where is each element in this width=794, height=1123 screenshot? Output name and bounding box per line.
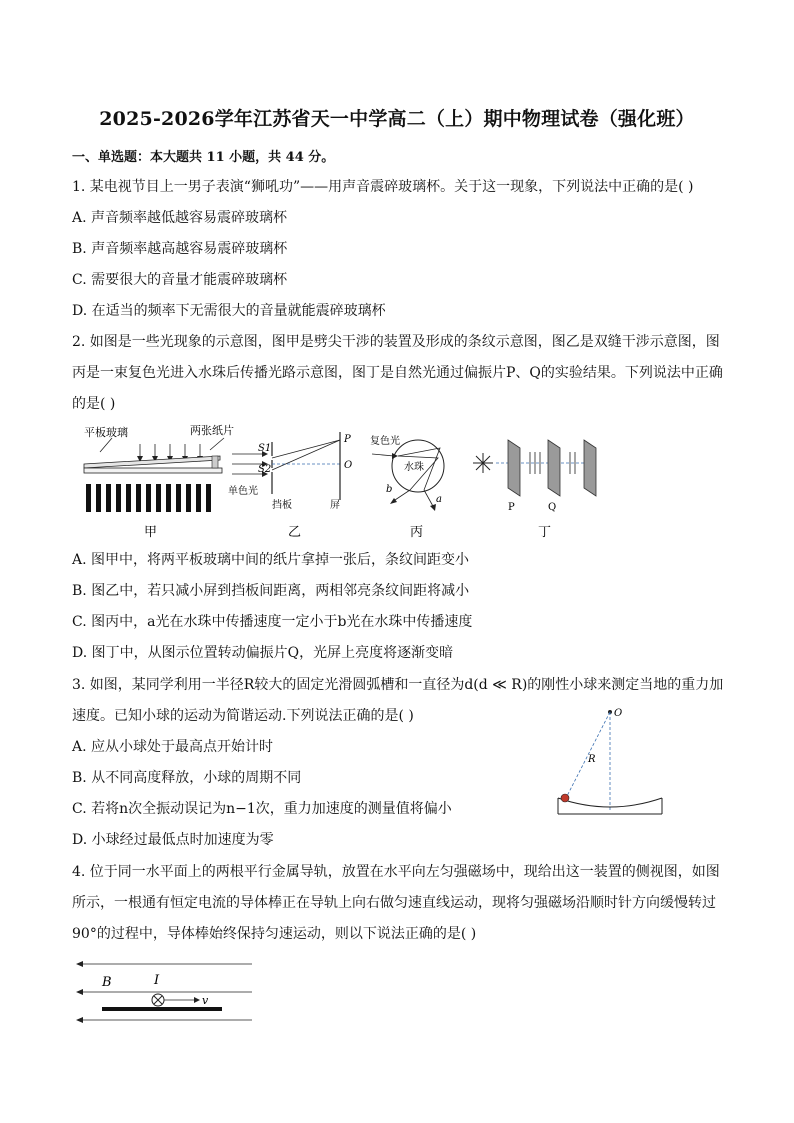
q2-stem-line2: 丙是一束复色光进入水珠后传播光路示意图，图丁是自然光通过偏振片P、Q的实验结果。下列说法中正确 [72,365,723,381]
q4-figure [72,954,256,1026]
q1-option-c: C. 需要很大的音量才能震碎玻璃杯 [72,272,288,288]
bing-caption: 丙 [410,525,424,540]
q2-stem-line3: 的是( ) [72,396,116,412]
q2-option-d: D. 图丁中，从图示位置转动偏振片Q，光屏上亮度将逐渐变暗 [72,645,454,661]
jia-label-paper: 两张纸片 [190,424,234,437]
figure-ding [473,440,596,540]
q3-figure [548,700,672,820]
ding-caption: 丁 [538,525,552,540]
q2-figure [72,418,612,546]
q3-option-a: A. 应从小球处于最高点开始计时 [72,739,274,755]
figure-jia [84,423,234,540]
q3-option-b: B. 从不同高度释放，小球的周期不同 [72,770,302,786]
figure-bing [370,434,444,540]
q1-option-b: B. 声音频率越高越容易震碎玻璃杯 [72,241,288,257]
natural-light-icon [473,453,493,473]
bing-light-label: 复色光 [370,436,400,447]
jia-caption: 甲 [144,525,158,540]
jia-fringes [86,484,211,512]
q3-r-label: R [588,754,596,765]
figure-yi [228,432,352,540]
bing-b: b [386,484,393,495]
ding-p: P [508,502,515,513]
q4-b-label: B [102,975,112,990]
q2-stem-line1: 2. 如图是一些光现象的示意图，图甲是劈尖干涉的装置及形成的条纹示意图，图乙是双缝干涉示意图，图 [72,334,720,350]
q4-stem-line1: 4. 位于同一水平面上的两根平行金属导轨，放置在水平向左匀强磁场中，现给出这一装置的侧视图，如图 [72,864,720,880]
q2-option-c: C. 图丙中，a光在水珠中传播速度一定小于b光在水珠中传播速度 [72,614,473,630]
q1-option-d: D. 在适当的频率下无需很大的音量就能震碎玻璃杯 [72,303,386,319]
section-heading: 一、单选题：本大题共 11 小题，共 44 分。 [72,150,335,165]
bing-a: a [436,494,442,505]
ball [561,794,569,802]
yi-s2: S2 [258,464,272,475]
q2-option-b: B. 图乙中，若只减小屏到挡板间距离，两相邻亮条纹间距将减小 [72,583,470,599]
bing-drop-label: 水珠 [404,462,424,473]
q3-o-label: O [614,708,623,719]
q3-stem-line2: 速度。已知小球的运动为简谐运动.下列说法正确的是( ) [72,708,414,724]
q1-stem: 1. 某电视节目上一男子表演“狮吼功”——用声音震碎玻璃杯。关于这一现象，下列说法中正确的是( ) [72,179,694,195]
page-title: 2025-2026学年江苏省天一中学高二（上）期中物理试卷（强化班） [99,108,695,130]
q3-option-c: C. 若将n次全振动误记为n−1次，重力加速度的测量值将偏小 [72,801,452,817]
yi-p: P [344,434,351,445]
q3-stem-line1: 3. 如图，某同学利用一半径R较大的固定光滑圆弧槽和一直径为d(d ≪ R)的刚性小球来测定当地的重力加 [72,677,724,693]
yi-screen-label: 屏 [330,500,340,511]
yi-light-label: 单色光 [228,486,258,497]
q2-option-a: A. 图甲中，将两平板玻璃中间的纸片拿掉一张后，条纹间距变小 [72,552,470,568]
q3-option-d: D. 小球经过最低点时加速度为零 [72,832,274,848]
q4-v-label: v [202,994,209,1007]
q1-option-a: A. 声音频率越低越容易震碎玻璃杯 [72,210,288,226]
ding-q: Q [548,502,557,513]
yi-board-label: 挡板 [272,500,292,511]
yi-s1: S1 [258,443,272,454]
jia-label-glass: 平板玻璃 [84,426,128,439]
q4-i-label: I [154,973,160,988]
q4-stem-line2: 所示，一根通有恒定电流的导体棒正在导轨上向右做匀速直线运动，现将匀强磁场沿顺时针方向缓慢转过 [72,895,716,911]
yi-o: O [344,460,353,471]
q4-stem-line3: 90°的过程中，导体棒始终保持匀速运动，则以下说法正确的是( ) [72,926,477,942]
yi-caption: 乙 [288,525,302,540]
